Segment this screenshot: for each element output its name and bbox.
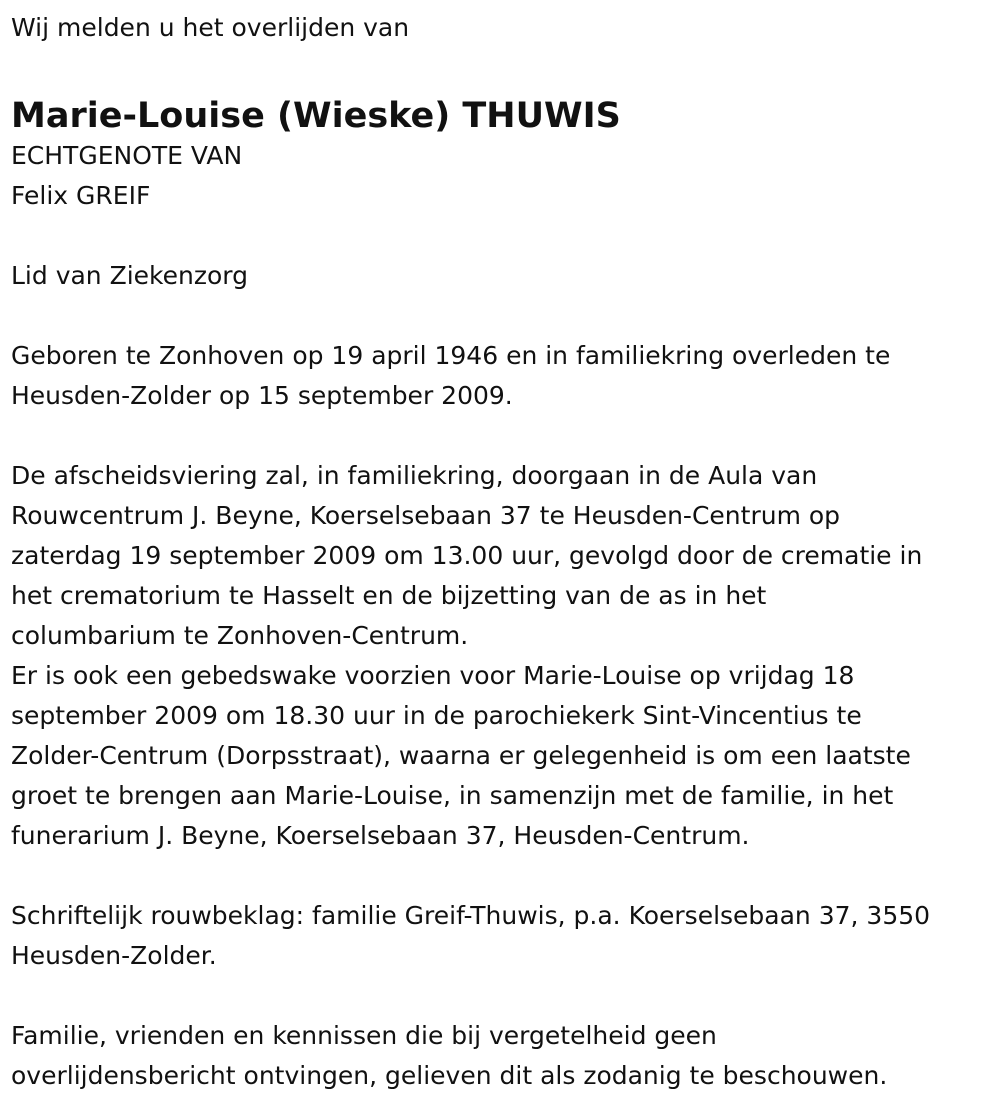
paragraph-line: Heusden-Zolder. [11, 941, 217, 970]
deceased-name: Marie-Louise (Wieske) THUWIS [11, 96, 621, 136]
intro-text: Wij melden u het overlijden van [11, 13, 410, 42]
paragraph-line: Familie, vrienden en kennissen die bij vergetelheid geen [11, 1021, 717, 1050]
paragraph-line: columbarium te Zonhoven-Centrum. [11, 621, 469, 650]
paragraph-line: funerarium J. Beyne, Koerselsebaan 37, Heusden-Centrum. [11, 821, 750, 850]
paragraph-line: zaterdag 19 september 2009 om 13.00 uur, gevolgd door de crematie in [11, 541, 923, 570]
paragraph-line: Rouwcentrum J. Beyne, Koerselsebaan 37 te Heusden-Centrum op [11, 501, 841, 530]
paragraph-line: Er is ook een gebedswake voorzien voor Marie-Louise op vrijdag 18 [11, 661, 855, 690]
paragraph-line: september 2009 om 18.30 uur in de parochiekerk Sint-Vincentius te [11, 701, 862, 730]
paragraph-line: Schriftelijk rouwbeklag: familie Greif-Thuwis, p.a. Koerselsebaan 37, 3550 [11, 901, 931, 930]
condolences-paragraph [11, 896, 986, 976]
paragraph-line: Geboren te Zonhoven op 19 april 1946 en in familiekring overleden te [11, 341, 891, 370]
spouse-name: Felix GREIF [11, 181, 151, 210]
membership-text: Lid van Ziekenzorg [11, 261, 248, 290]
paragraph-line: Heusden-Zolder op 15 september 2009. [11, 381, 513, 410]
relation-text: ECHTGENOTE VAN [11, 141, 243, 170]
ceremony-paragraph [11, 456, 986, 856]
paragraph-line: Zolder-Centrum (Dorpsstraat), waarna er gelegenheid is om een laatste [11, 741, 911, 770]
birth-death-paragraph [11, 336, 986, 416]
paragraph-line: groet te brengen aan Marie-Louise, in samenzijn met de familie, in het [11, 781, 894, 810]
closing-paragraph [11, 1016, 986, 1096]
paragraph-line: het crematorium te Hasselt en de bijzetting van de as in het [11, 581, 767, 610]
paragraph-line: De afscheidsviering zal, in familiekring, doorgaan in de Aula van [11, 461, 818, 490]
paragraph-line: overlijdensbericht ontvingen, gelieven dit als zodanig te beschouwen. [11, 1061, 888, 1090]
